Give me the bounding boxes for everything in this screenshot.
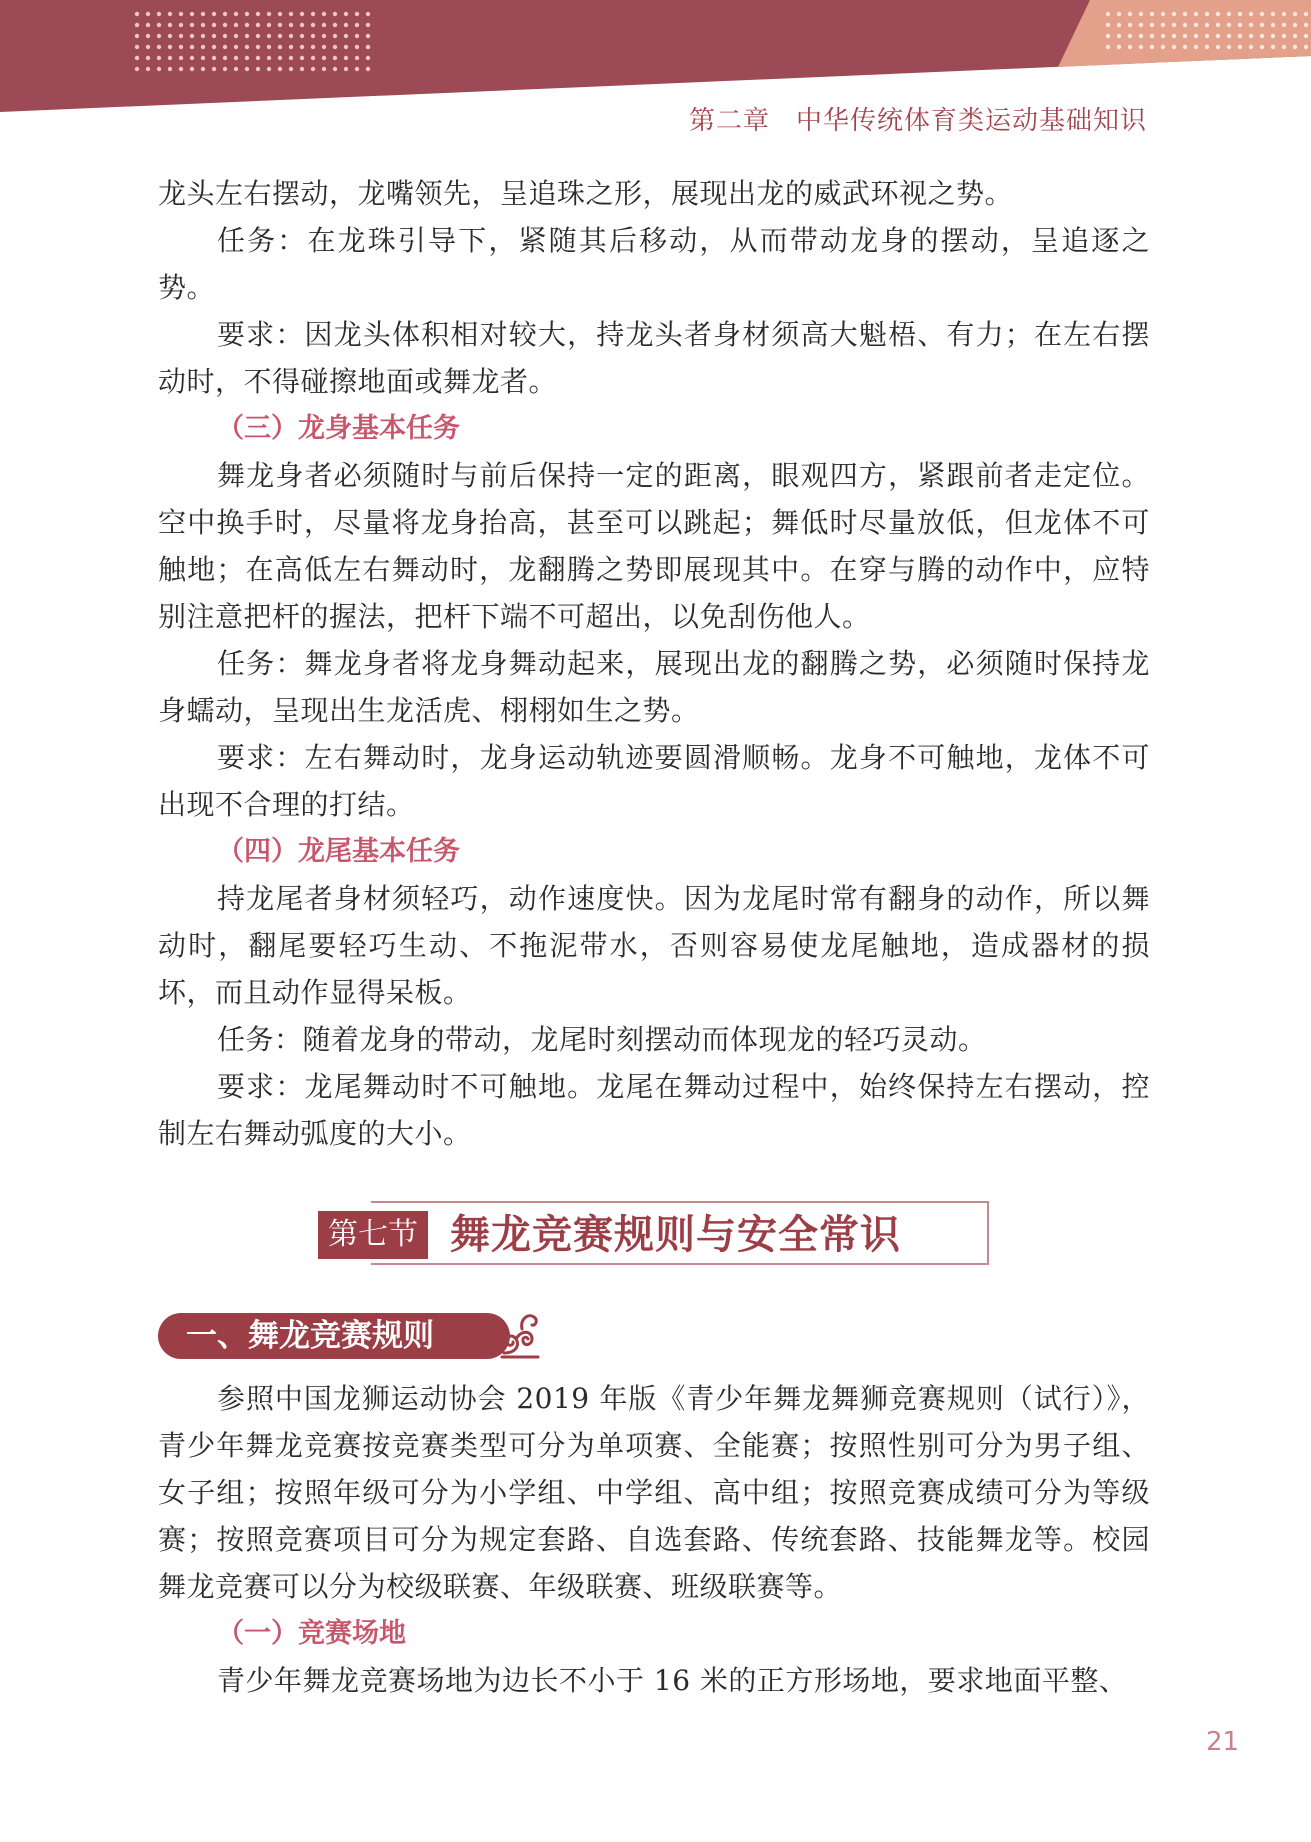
chapter-header	[689, 100, 1147, 137]
page-content	[158, 170, 1150, 1704]
dot	[344, 23, 348, 27]
dot	[322, 12, 326, 16]
dot	[1139, 34, 1143, 38]
dot	[1249, 12, 1253, 16]
dot	[1227, 45, 1231, 49]
dot	[256, 23, 260, 27]
dot	[168, 56, 172, 60]
dot	[245, 34, 249, 38]
dot	[179, 12, 183, 16]
section-title-block	[158, 1191, 1150, 1311]
dot	[289, 56, 293, 60]
dot	[157, 34, 161, 38]
dot	[1271, 12, 1275, 16]
dot	[1227, 12, 1231, 16]
dot	[267, 34, 271, 38]
dot	[212, 12, 216, 16]
dot	[190, 45, 194, 49]
dot	[1139, 23, 1143, 27]
dot	[1172, 23, 1176, 27]
dot	[146, 45, 150, 49]
dot	[256, 56, 260, 60]
dot	[311, 34, 315, 38]
dot	[157, 45, 161, 49]
dot	[223, 56, 227, 60]
dot	[168, 45, 172, 49]
dot	[322, 56, 326, 60]
dot	[322, 23, 326, 27]
dot	[333, 23, 337, 27]
dot	[212, 56, 216, 60]
dot	[190, 34, 194, 38]
dot	[245, 23, 249, 27]
dot	[355, 34, 359, 38]
dot	[366, 45, 370, 49]
dot	[1117, 12, 1121, 16]
dot	[1271, 45, 1275, 49]
dot	[168, 34, 172, 38]
dot	[1282, 45, 1286, 49]
dot	[1106, 45, 1110, 49]
dot	[146, 67, 150, 71]
dot	[278, 67, 282, 71]
dot	[1194, 34, 1198, 38]
dot	[1172, 12, 1176, 16]
dot	[322, 34, 326, 38]
dot	[1128, 45, 1132, 49]
dot	[135, 12, 139, 16]
dot	[1304, 12, 1308, 16]
dot	[1293, 45, 1297, 49]
chapter-title: 中华传统体育类运动基础知识	[795, 106, 1147, 136]
dot	[1282, 12, 1286, 16]
dot	[289, 34, 293, 38]
dot	[201, 56, 205, 60]
dot	[1150, 45, 1154, 49]
dot	[201, 12, 205, 16]
section-title: 舞龙竞赛规则与安全常识	[450, 1212, 901, 1258]
dot	[1172, 45, 1176, 49]
dot	[1293, 23, 1297, 27]
dot	[1304, 34, 1308, 38]
dot	[201, 23, 205, 27]
subsection-heading: （三）龙身基本任务	[217, 413, 460, 444]
dot	[234, 45, 238, 49]
dot	[300, 23, 304, 27]
dot	[1260, 34, 1264, 38]
dot	[1194, 12, 1198, 16]
dot	[201, 34, 205, 38]
dot	[278, 45, 282, 49]
dot	[135, 56, 139, 60]
dot	[234, 12, 238, 16]
dot	[190, 23, 194, 27]
dot	[366, 23, 370, 27]
dot	[1106, 23, 1110, 27]
dot	[1183, 34, 1187, 38]
dot	[267, 45, 271, 49]
dot	[355, 12, 359, 16]
dot	[289, 45, 293, 49]
paragraph: 任务：舞龙身者将龙身舞动起来，展现出龙的翻腾之势，必须随时保持龙身蠕动，呈现出生龙活虎、栩栩如生之势。	[158, 647, 1150, 727]
dot	[344, 12, 348, 16]
dot	[234, 34, 238, 38]
chapter-number: 第二章	[688, 106, 770, 136]
dot	[1260, 12, 1264, 16]
dot	[1304, 45, 1308, 49]
dot	[289, 12, 293, 16]
dot	[1216, 23, 1220, 27]
dot	[1249, 34, 1253, 38]
dot	[168, 67, 172, 71]
dot	[333, 67, 337, 71]
dot	[1293, 12, 1297, 16]
dot	[256, 12, 260, 16]
dot	[322, 67, 326, 71]
dot	[1161, 12, 1165, 16]
dot	[1304, 23, 1308, 27]
dot	[1238, 23, 1242, 27]
dot	[355, 67, 359, 71]
dot	[1128, 23, 1132, 27]
dot	[267, 23, 271, 27]
dot	[1161, 34, 1165, 38]
dot	[289, 67, 293, 71]
dot	[201, 45, 205, 49]
dot	[157, 12, 161, 16]
paragraph: 要求：左右舞动时，龙身运动轨迹要圆滑顺畅。龙身不可触地，龙体不可出现不合理的打结。	[158, 741, 1150, 821]
dot	[256, 67, 260, 71]
section-number-tag: 第七节	[318, 1211, 428, 1259]
dot	[333, 12, 337, 16]
dot	[1249, 45, 1253, 49]
dot	[1106, 12, 1110, 16]
dot	[1293, 34, 1297, 38]
dot	[1194, 23, 1198, 27]
paragraph: 要求：因龙头体积相对较大，持龙头者身材须高大魁梧、有力；在左右摆动时，不得碰擦地面或舞龙者。	[158, 318, 1150, 398]
dot	[179, 34, 183, 38]
dot	[344, 34, 348, 38]
page-number: 21	[1206, 1727, 1240, 1757]
dot	[1227, 34, 1231, 38]
dot	[1260, 23, 1264, 27]
dot	[223, 23, 227, 27]
dot	[190, 12, 194, 16]
dot	[1249, 23, 1253, 27]
dot	[1205, 12, 1209, 16]
dot	[157, 23, 161, 27]
dot	[366, 34, 370, 38]
dot	[245, 12, 249, 16]
dot	[267, 56, 271, 60]
dot	[300, 12, 304, 16]
dot	[333, 56, 337, 60]
dot	[179, 45, 183, 49]
dot	[355, 23, 359, 27]
dot	[289, 23, 293, 27]
dot	[1128, 12, 1132, 16]
dot	[1260, 45, 1264, 49]
dot	[223, 34, 227, 38]
dot	[1205, 34, 1209, 38]
dot	[344, 56, 348, 60]
dot	[1282, 23, 1286, 27]
dot	[201, 67, 205, 71]
dot	[212, 67, 216, 71]
dot	[1183, 12, 1187, 16]
dot	[333, 45, 337, 49]
part-heading	[158, 1305, 1150, 1365]
dot	[366, 67, 370, 71]
paragraph: 任务：在龙珠引导下，紧随其后移动，从而带动龙身的摆动，呈追逐之势。	[158, 224, 1150, 304]
dot	[1150, 23, 1154, 27]
dot	[168, 12, 172, 16]
dot	[1205, 45, 1209, 49]
dot	[1150, 34, 1154, 38]
dot	[355, 45, 359, 49]
subsection-heading: （四）龙尾基本任务	[217, 836, 460, 867]
dot	[212, 23, 216, 27]
dot	[135, 45, 139, 49]
dot	[311, 23, 315, 27]
dot	[234, 67, 238, 71]
paragraph: 任务：随着龙身的带动，龙尾时刻摆动而体现龙的轻巧灵动。	[217, 1023, 987, 1056]
dot	[212, 45, 216, 49]
dot	[267, 67, 271, 71]
dot	[179, 67, 183, 71]
dot	[146, 34, 150, 38]
dot	[1194, 45, 1198, 49]
dot	[278, 12, 282, 16]
dot	[1271, 23, 1275, 27]
dot	[245, 45, 249, 49]
paragraph: 要求：龙尾舞动时不可触地。龙尾在舞动过程中，始终保持左右摆动，控制左右舞动弧度的大小。	[158, 1070, 1150, 1150]
dot	[1106, 34, 1110, 38]
dot	[157, 56, 161, 60]
paragraph: 舞龙身者必须随时与前后保持一定的距离，眼观四方，紧跟前者走定位。空中换手时，尽量将龙身抬高，甚至可以跳起；舞低时尽量放低，但龙体不可触地；在高低左右舞动时，龙翻腾之势即展现其中。在穿与腾的动作中，应特别注意把杆的握法，把杆下端不可超出，以免刮伤他人。	[158, 459, 1150, 633]
dot	[146, 12, 150, 16]
dot	[245, 56, 249, 60]
dot	[278, 56, 282, 60]
dot	[311, 56, 315, 60]
dot	[245, 67, 249, 71]
dot	[267, 12, 271, 16]
dot	[1183, 45, 1187, 49]
dot	[1117, 23, 1121, 27]
dot	[256, 34, 260, 38]
dot	[256, 45, 260, 49]
dot	[300, 67, 304, 71]
dot	[146, 56, 150, 60]
dot	[1183, 23, 1187, 27]
dot	[311, 45, 315, 49]
dot	[322, 45, 326, 49]
dot	[344, 67, 348, 71]
dot	[1139, 12, 1143, 16]
dot	[1205, 23, 1209, 27]
dot	[333, 34, 337, 38]
dot	[223, 67, 227, 71]
dot	[1216, 45, 1220, 49]
paragraph: 青少年舞龙竞赛场地为边长不小于 16 米的正方形场地，要求地面平整、	[217, 1664, 1128, 1697]
band-accent	[1058, 0, 1311, 67]
dot	[300, 34, 304, 38]
dot	[1238, 12, 1242, 16]
dot	[1150, 12, 1154, 16]
dot	[234, 56, 238, 60]
dot	[1139, 45, 1143, 49]
dot	[344, 45, 348, 49]
dot	[190, 67, 194, 71]
dot	[278, 23, 282, 27]
dot	[1117, 45, 1121, 49]
dot	[355, 56, 359, 60]
dot	[135, 67, 139, 71]
dot	[366, 12, 370, 16]
dot	[1238, 45, 1242, 49]
dot	[1282, 34, 1286, 38]
dot	[135, 34, 139, 38]
dot	[234, 23, 238, 27]
dot	[168, 23, 172, 27]
paragraph: 龙头左右摆动，龙嘴领先，呈追珠之形，展现出龙的威武环视之势。	[158, 177, 1014, 210]
dot	[1238, 34, 1242, 38]
dot	[1227, 23, 1231, 27]
dot	[1161, 23, 1165, 27]
dot	[278, 34, 282, 38]
dot	[1172, 34, 1176, 38]
dot	[223, 12, 227, 16]
dot	[179, 23, 183, 27]
dot	[1216, 34, 1220, 38]
dot	[311, 12, 315, 16]
cloud-scroll-icon	[498, 1309, 542, 1361]
part-heading-text: 一、舞龙竞赛规则	[186, 1318, 434, 1354]
dot	[300, 45, 304, 49]
dot	[1128, 34, 1132, 38]
dot	[1117, 34, 1121, 38]
paragraph: 持龙尾者身材须轻巧，动作速度快。因为龙尾时常有翻身的动作，所以舞动时，翻尾要轻巧生动、不拖泥带水，否则容易使龙尾触地，造成器材的损坏，而且动作显得呆板。	[158, 882, 1150, 1009]
dot	[223, 45, 227, 49]
subsection-heading: （一）竞赛场地	[217, 1618, 406, 1649]
dot	[157, 67, 161, 71]
dot	[1216, 12, 1220, 16]
dot	[212, 34, 216, 38]
dot	[146, 23, 150, 27]
dot	[135, 23, 139, 27]
dot	[311, 67, 315, 71]
dot	[1271, 34, 1275, 38]
dot	[366, 56, 370, 60]
dot	[1161, 45, 1165, 49]
dot	[190, 56, 194, 60]
dot	[179, 56, 183, 60]
paragraph: 参照中国龙狮运动协会 2019 年版《青少年舞龙舞狮竞赛规则（试行）》，青少年舞龙竞赛按竞赛类型可分为单项赛、全能赛；按照性别可分为男子组、女子组；按照年级可分为小学组、中学组、高中组；按照竞赛成绩可分为等级赛；按照竞赛项目可分为规定套路、自选套路、传统套路、技能舞龙等。校园舞龙竞赛可以分为校级联赛、年级联赛、班级联赛等。	[158, 1382, 1150, 1603]
dot	[300, 56, 304, 60]
